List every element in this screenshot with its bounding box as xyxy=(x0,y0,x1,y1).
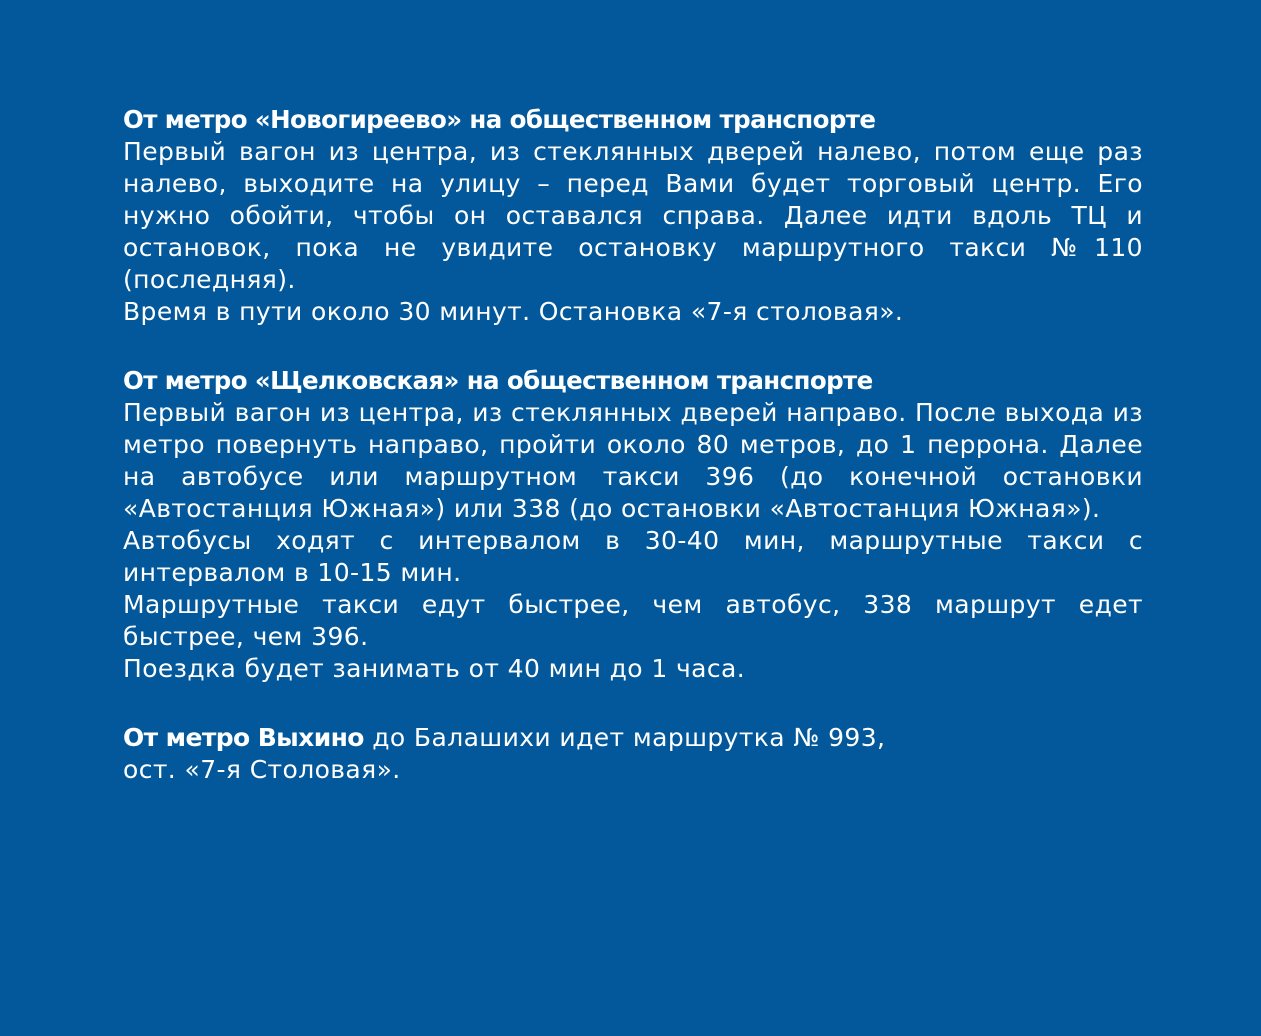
section-heading-shchelkovskaya: От метро «Щелковская» на общественном транспорте xyxy=(123,366,873,395)
section-heading-novogireevo: От метро «Новогиреево» на общественном транспорте xyxy=(123,105,876,134)
section-paragraph: Автобусы ходят с интервалом в 30-40 мин, маршрутные такси с интервалом в 10-15 мин. xyxy=(123,526,1143,587)
section-heading-vykhino: От метро Выхино xyxy=(123,723,364,752)
vykhino-line-1 xyxy=(123,722,1143,754)
section-paragraph: Первый вагон из центра, из стеклянных дверей налево, потом еще раз налево, выходите на улицу – перед Вами будет торговый центр. Его нужно обойти, чтобы он оставался справа. Далее идти вдоль ТЦ и остановок, пока не увидите остановку маршрутного такси №110 (последняя). xyxy=(123,137,1143,294)
section-paragraph: Время в пути около 30 минут. Остановка «7-я столовая». xyxy=(123,297,904,326)
section-paragraph: Первый вагон из центра, из стеклянных дверей направо. После выхода из метро повернуть направо, пройти около 80 метров, до 1 перрона. Далее на автобусе или маршрутном такси 396 (до конечной остановки «Автостанция Южная») или 338 (до остановки «Автостанция Южная»). xyxy=(123,398,1143,523)
section-shchelkovskaya xyxy=(123,365,1143,685)
section-vykhino xyxy=(123,722,1143,786)
section-paragraph: Маршрутные такси едут быстрее, чем автобус, 338 маршрут едет быстрее, чем 396. xyxy=(123,590,1143,651)
vykhino-line-1-text: до Балашихи идет маршрутка № 993, xyxy=(363,723,886,752)
vykhino-line-2: ост. «7-я Столовая». xyxy=(123,755,401,784)
section-paragraph: Поездка будет занимать от 40 мин до 1 часа. xyxy=(123,654,746,683)
section-novogireevo xyxy=(123,104,1143,328)
